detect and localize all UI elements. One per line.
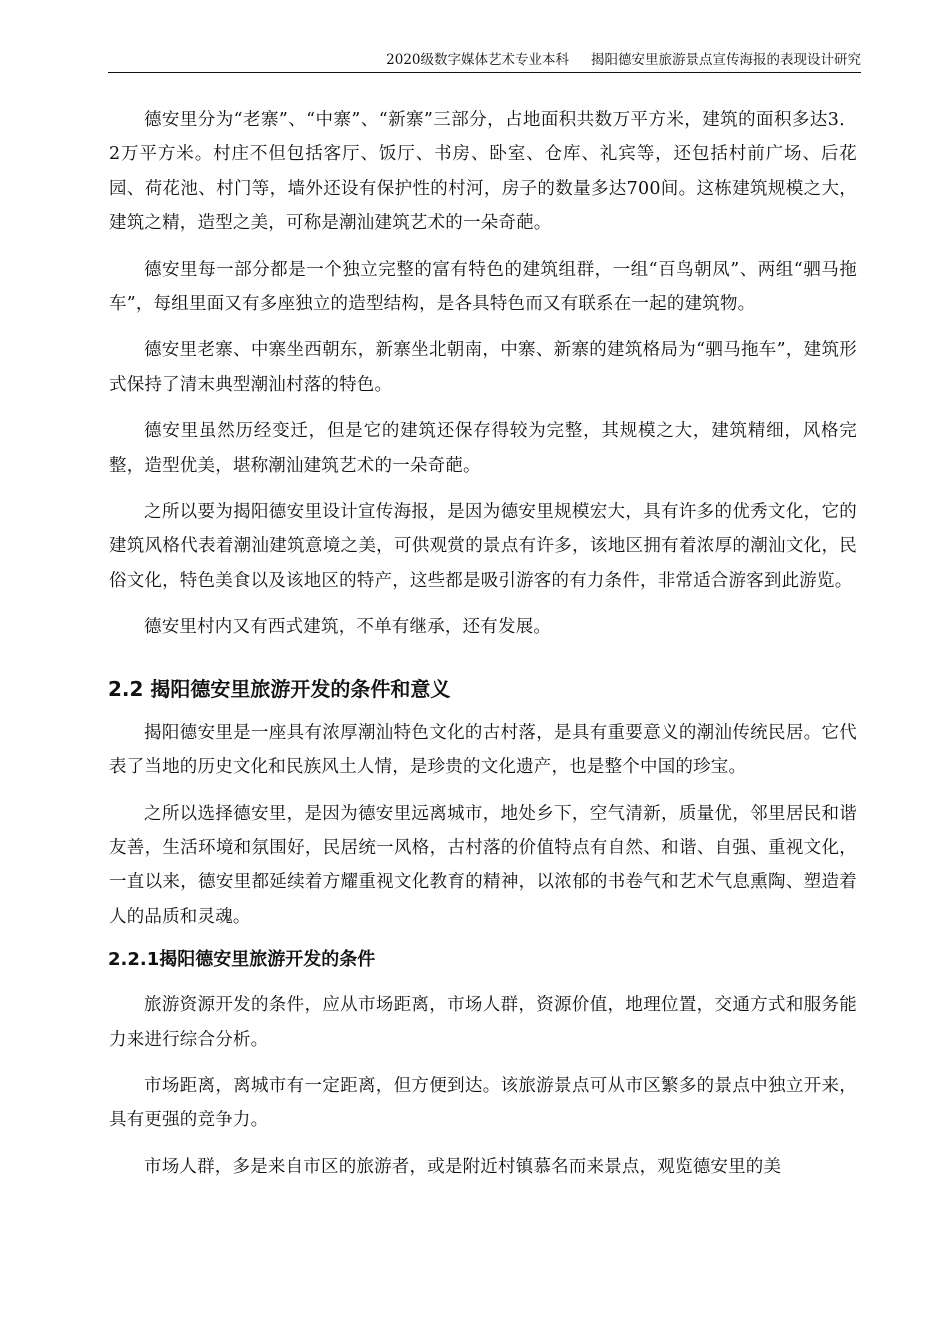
paragraph: 德安里老寨、中寨坐西朝东，新寨坐北朝南，中寨、新寨的建筑格局为“驷马拖车”，建筑形式保持了清末典型潮汕村落的特色。 [109,340,857,395]
paragraph: 德安里每一部分都是一个独立完整的富有特色的建筑组群，一组“百鸟朝凤”、两组“驷马拖车”，每组里面又有多座独立的造型结构，是各具特色而又有联系在一起的建筑物。 [109,259,857,315]
section-heading-2-2-1: 2.2.1揭阳德安里旅游开发的条件 [108,949,376,971]
body-text [109,103,857,1196]
header-program: 2020级数字媒体艺术专业本科 [386,52,569,68]
paragraph: 旅游资源开发的条件，应从市场距离，市场人群，资源价值，地理位置，交通方式和服务能力来进行综合分析。 [109,995,857,1050]
header-thesis-title: 揭阳德安里旅游景点宣传海报的表现设计研究 [591,52,861,68]
paragraph: 德安里虽然历经变迁，但是它的建筑还保存得较为完整，其规模之大，建筑精细，风格完整，造型优美，堪称潮汕建筑艺术的一朵奇葩。 [109,421,857,476]
paragraph: 德安里分为“老寨”、“中寨”、“新寨”三部分，占地面积共数万平方米，建筑的面积多达3．2万平方米。村庄不但包括客厅、饭厅、书房、卧室、仓库、礼宾等，还包括村前广场、后花园、荷花池、村门等，墙外还设有保护性的村河，房子的数量多达700间。这栋建筑规模之大，建筑之精，造型之美，可称是潮汕建筑艺术的一朵奇葩。 [109,110,857,234]
section-heading-2-2: 2.2 揭阳德安里旅游开发的条件和意义 [108,676,451,701]
paragraph: 之所以要为揭阳德安里设计宣传海报，是因为德安里规模宏大，具有许多的优秀文化，它的建筑风格代表着潮汕建筑意境之美，可供观赏的景点有许多，该地区拥有着浓厚的潮汕文化，民俗文化，特色美食以及该地区的特产，这些都是吸引游客的有力条件，非常适合游客到此游览。 [109,502,857,591]
paragraph: 市场人群，多是来自市区的旅游者，或是附近村镇慕名而来景点，观览德安里的美 [144,1156,782,1177]
paragraph: 市场距离，离城市有一定距离，但方便到达。该旅游景点可从市区繁多的景点中独立开来，具有更强的竞争力。 [109,1075,857,1131]
paragraph: 德安里村内又有西式建筑，不单有继承，还有发展。 [144,617,552,638]
running-header [108,50,861,70]
paragraph: 揭阳德安里是一座具有浓厚潮汕特色文化的古村落，是具有重要意义的潮汕传统民居。它代表了当地的历史文化和民族风土人情，是珍贵的文化遗产，也是整个中国的珍宝。 [109,722,857,778]
header-rule [108,72,861,73]
paragraph: 之所以选择德安里，是因为德安里远离城市，地处乡下，空气清新，质量优，邻里居民和谐友善，生活环境和氛围好，民居统一风格，古村落的价值特点有自然、和谐、自强、重视文化，一直以来，德安里都延续着方耀重视文化教育的精神，以浓郁的书卷气和艺术气息熏陶、塑造着人的品质和灵魂。 [109,803,857,927]
